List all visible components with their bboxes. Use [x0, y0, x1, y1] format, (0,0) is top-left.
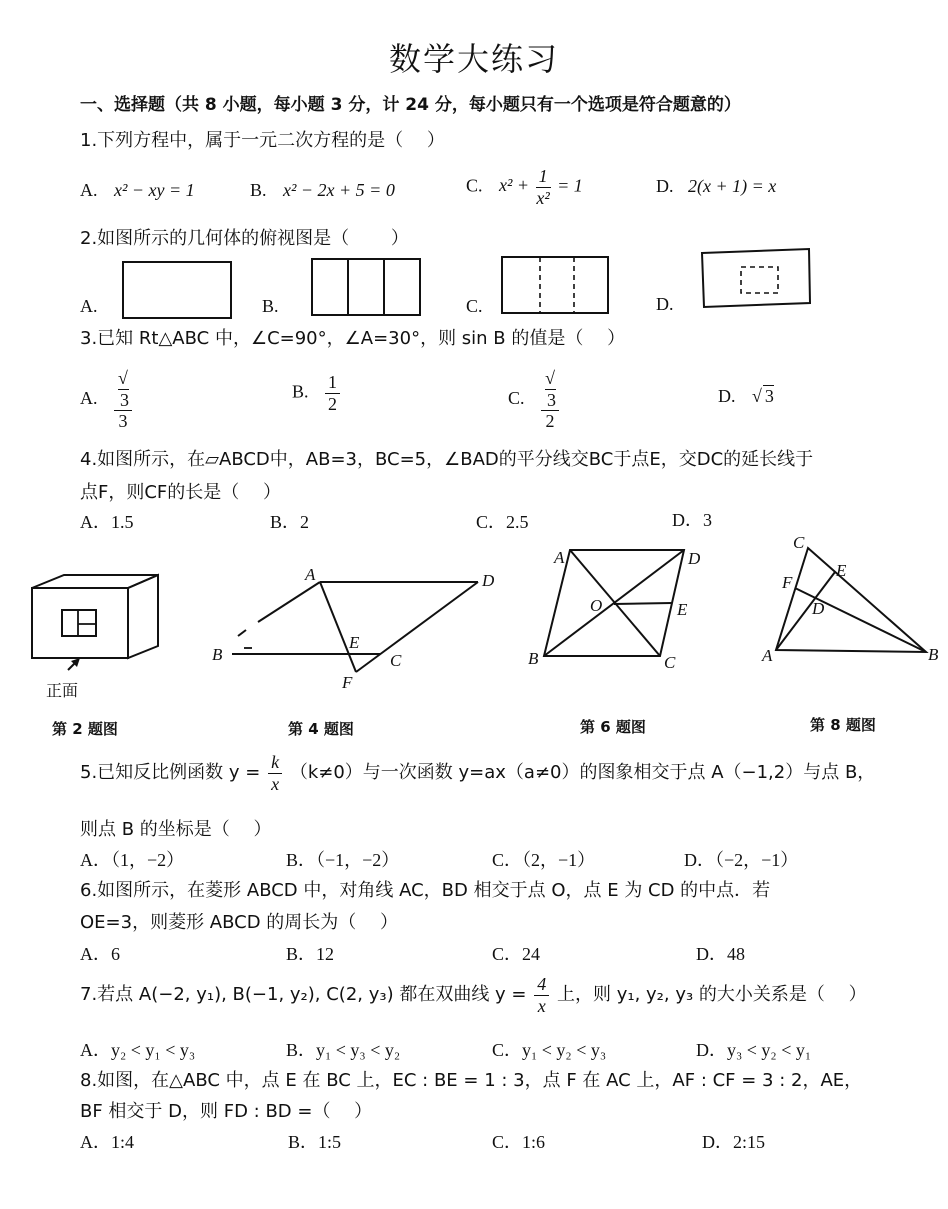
fig6-rhombus	[544, 550, 684, 656]
q2-a-rectangle	[123, 262, 231, 318]
option-expr: x² − 2x + 5 = 0	[283, 180, 395, 200]
fig2-box	[32, 575, 158, 670]
q7-stem-post: 上，则 y₁, y₂, y₃ 的大小关系是（ ）	[556, 984, 867, 1006]
q5-option-b[interactable]: B．（−1，−2）	[286, 850, 400, 870]
fig6-label-b: B	[528, 649, 539, 668]
option-value: √ 3	[752, 386, 774, 406]
fraction-numerator: 1	[536, 166, 551, 188]
q8-option-c[interactable]: C．1:6	[492, 1132, 546, 1152]
q2-option-b-label[interactable]: B.	[262, 296, 279, 316]
q4-option-b[interactable]: B．2	[270, 512, 310, 532]
q7-option-b[interactable]: B．y₁ < y₃ < y₂	[286, 1040, 401, 1060]
fig2-front-label: 正面	[46, 681, 79, 700]
fraction-denominator: x²	[536, 187, 550, 208]
option-expr-pre: x² +	[499, 175, 530, 196]
question-8-stem-line2: BF 相交于 D，则 FD : BD =（ ）	[80, 1101, 373, 1122]
q4-option-d[interactable]: D．3	[672, 510, 712, 530]
section-heading: 一、选择题（共 8 小题，每小题 3 分，计 24 分，每小题只有一个选项是符合题意的）	[80, 95, 741, 115]
fig4-label-d: D	[482, 571, 495, 590]
q7-stem-pre: 7.若点 A(−2, y₁), B(−1, y₂), C(2, y₃) 都在双曲线 y =	[80, 984, 527, 1006]
fraction-numerator: √ 3	[541, 368, 559, 411]
q7-option-c[interactable]: C．y₁ < y₂ < y₃	[492, 1040, 607, 1060]
question-7-stem	[80, 974, 867, 1016]
fraction-denominator: x	[271, 773, 280, 794]
q4-option-a[interactable]: A．1.5	[80, 512, 134, 532]
q7-option-a[interactable]: A．y₂ < y₁ < y₃	[80, 1040, 196, 1060]
q2-d-dashed-inner-square	[702, 249, 810, 307]
fig6-label-a: A	[554, 548, 565, 567]
fig4-parallelogram	[232, 582, 478, 672]
q8-option-d[interactable]: D．2:15	[702, 1132, 765, 1152]
q5-stem-pre: 5.已知反比例函数 y =	[80, 762, 261, 784]
question-3-stem: 3.已知 Rt△ABC 中，∠C=90°，∠A=30°，则 sin B 的值是（ ）	[80, 328, 626, 349]
fig8-label-e: E	[836, 561, 847, 580]
question-4-stem-line2: 点F，则CF的长是（ ）	[80, 482, 281, 503]
option-label: A.	[80, 180, 98, 200]
fraction	[268, 752, 282, 794]
q6-option-d[interactable]: D．48	[696, 944, 745, 964]
option-label: D.	[656, 176, 674, 196]
figures-row	[0, 530, 948, 745]
fig8-label-d: D	[812, 599, 825, 618]
q3-option-c[interactable]	[508, 368, 561, 432]
q5-option-a[interactable]: A．（1，−2）	[80, 850, 185, 870]
fig8-label-b: B	[928, 645, 939, 664]
fig4-label-f: F	[342, 673, 353, 692]
question-6-stem-line2: OE=3，则菱形 ABCD 的周长为（ ）	[80, 912, 399, 933]
option-label: C.	[508, 388, 525, 409]
radicand: 3	[120, 389, 129, 410]
q2-c-dashed-panels	[502, 257, 608, 313]
option-label: B.	[292, 381, 309, 402]
fig2-caption: 第 2 题图	[52, 720, 118, 738]
option-expr: x² − xy = 1	[114, 180, 195, 200]
question-6-stem-line1: 6.如图所示，在菱形 ABCD 中，对角线 AC，BD 相交于点 O，点 E 为 CD 的中点．若	[80, 880, 771, 901]
fig4-label-a: A	[305, 565, 316, 584]
radicand: 3	[764, 386, 774, 406]
fig4-label-c: C	[390, 651, 402, 670]
fig8-label-f: F	[782, 573, 793, 592]
fig6-label-c: C	[664, 653, 676, 672]
question-4-stem-line1: 4.如图所示，在▱ABCD中，AB=3，BC=5，∠BAD的平分线交BC于点E，交DC的延长线于	[80, 449, 814, 470]
fraction	[325, 372, 340, 414]
option-expr-post: = 1	[557, 175, 583, 196]
q3-option-d[interactable]	[718, 386, 774, 407]
q6-option-b[interactable]: B．12	[286, 944, 335, 964]
q6-option-a[interactable]: A．6	[80, 944, 120, 964]
fraction	[534, 974, 549, 1016]
fraction-numerator: k	[268, 752, 282, 774]
fraction-numerator: √ 3	[114, 368, 132, 411]
option-label: A.	[80, 388, 98, 409]
q2-b-three-panels	[312, 259, 420, 315]
q3-option-b[interactable]	[292, 372, 342, 414]
fig8-triangle	[776, 548, 926, 652]
fig6-label-o: O	[590, 596, 603, 615]
q7-option-d[interactable]: D．y₃ < y₂ < y₁	[696, 1040, 812, 1060]
q2-option-c-label[interactable]: C.	[466, 296, 483, 316]
question-1-stem: 1.下列方程中，属于一元二次方程的是（ ）	[80, 130, 445, 151]
fraction-denominator: 2	[328, 393, 338, 414]
question-2-stem: 2.如图所示的几何体的俯视图是（ ）	[80, 228, 409, 249]
fig4-label-b: B	[212, 645, 223, 664]
fraction-numerator: 1	[325, 372, 340, 394]
question-5-stem-line2: 则点 B 的坐标是（ ）	[80, 819, 272, 840]
fig4-label-e: E	[349, 633, 360, 652]
q5-option-c[interactable]: C．（2，−1）	[492, 850, 596, 870]
q8-option-a[interactable]: A．1:4	[80, 1132, 134, 1152]
fraction-denominator: 2	[545, 411, 555, 432]
fig6-caption: 第 6 题图	[580, 718, 646, 736]
q5-stem-post: （k≠0）与一次函数 y=ax（a≠0）的图象相交于点 A（−1,2）与点 B，	[289, 762, 876, 784]
fraction-numerator: 4	[534, 974, 549, 996]
q8-option-b[interactable]: B．1:5	[288, 1132, 342, 1152]
question-5-stem-line1	[80, 752, 875, 794]
fig4-caption: 第 4 题图	[288, 720, 354, 738]
q5-option-d[interactable]: D．（−2，−1）	[684, 850, 799, 870]
page-title: 数学大练习	[388, 40, 559, 78]
fig8-caption: 第 8 题图	[810, 716, 876, 734]
fig8-label-c: C	[793, 533, 805, 552]
q2-option-a-label[interactable]: A.	[80, 296, 98, 316]
option-expr: 2(x + 1) = x	[688, 176, 777, 196]
fraction-denominator: x	[537, 995, 546, 1016]
fig8-label-a: A	[762, 646, 773, 665]
radicand: 3	[547, 389, 557, 410]
option-label: D.	[718, 386, 736, 406]
question-8-stem-line1: 8.如图，在△ABC 中，点 E 在 BC 上，EC : BE = 1 : 3，点 F 在 AC 上，AF : CF = 3 : 2，AE，	[80, 1070, 863, 1091]
fig6-label-e: E	[677, 600, 688, 619]
q2-option-d-label[interactable]: D.	[656, 294, 674, 314]
q2-options-figures	[0, 0, 948, 330]
q6-option-c[interactable]: C．24	[492, 944, 541, 964]
q4-option-c[interactable]: C．2.5	[476, 512, 529, 532]
fraction	[541, 368, 559, 432]
fraction-denominator: 3	[118, 411, 128, 432]
q3-option-a[interactable]	[80, 368, 134, 432]
fraction	[114, 368, 132, 432]
option-label: C.	[466, 175, 483, 196]
fig6-label-d: D	[688, 549, 701, 568]
option-label: B.	[250, 180, 267, 200]
